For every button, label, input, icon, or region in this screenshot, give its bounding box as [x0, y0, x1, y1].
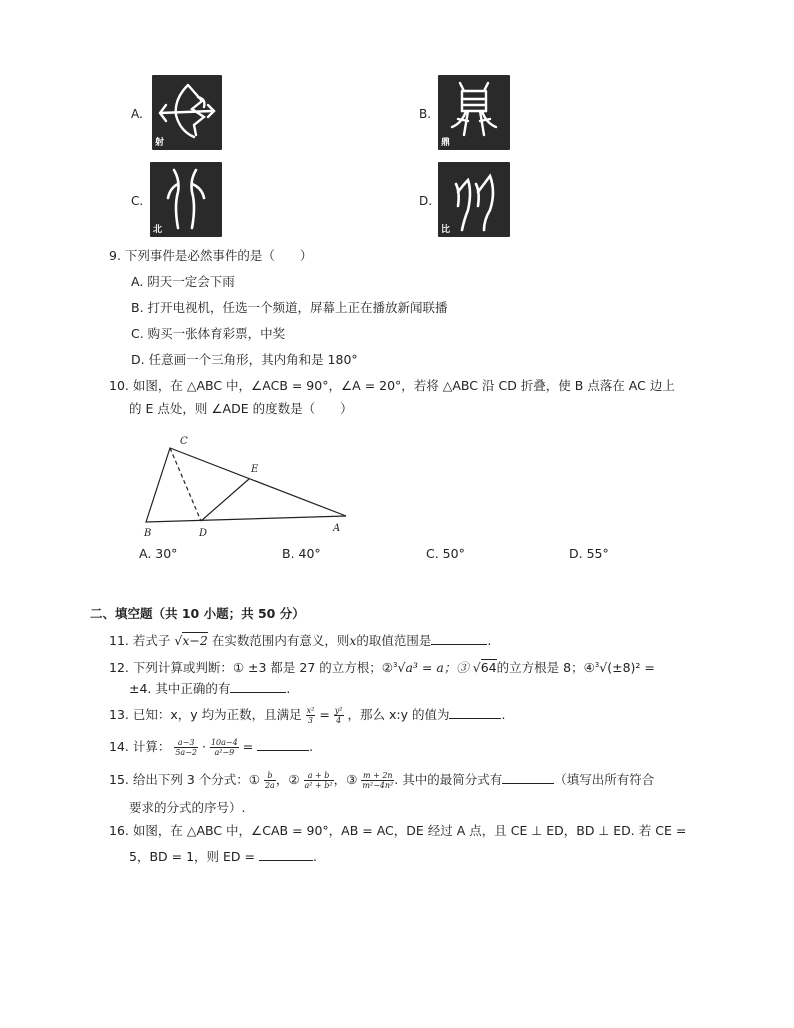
label-b: B [144, 528, 152, 539]
triangle-abc [146, 448, 346, 522]
q9-option-c: C. 购买一张体育彩票，中奖 [131, 326, 286, 341]
q10-option-b: B. 40° [282, 546, 321, 561]
q15-f1-num: b [264, 771, 276, 781]
sqrt-icon: √ [174, 633, 183, 648]
q15-fraction-2 [304, 771, 334, 790]
q13-fraction-2 [334, 706, 344, 725]
q15-sep1: ，② [275, 772, 300, 787]
q15-f2-den: a² + b² [304, 781, 333, 790]
label-c: C [180, 436, 188, 447]
bow-arrow-glyph-icon [152, 75, 222, 150]
q9-stem: 9. 下列事件是必然事件的是（ ） [109, 248, 313, 263]
q10-triangle-figure [130, 430, 360, 540]
q11-post2: 的取值范围是 [356, 633, 432, 648]
glyph-caption-c: 北 [153, 225, 163, 235]
q12-end: . [286, 681, 291, 696]
q12-line2-text: ±4. 其中正确的有 [129, 681, 231, 696]
q13-answer-blank[interactable] [449, 706, 501, 719]
q14-dot: · [201, 739, 206, 754]
q13-f1-den: 3 [307, 716, 314, 725]
q13-equals: = [319, 707, 330, 722]
q13-f1-num: x² [306, 706, 315, 715]
q8-option-b-letter: B. [419, 107, 432, 121]
q13-fraction-1 [306, 706, 316, 725]
q15-answer-blank[interactable] [502, 771, 554, 784]
q12-answer-blank[interactable] [230, 680, 286, 693]
q14-f2-num: 10a−4 [210, 738, 238, 747]
q8-option-a-letter: A. [131, 107, 143, 121]
q14-f1-den: 5a−2 [175, 748, 197, 757]
q16-line2 [129, 848, 317, 865]
q11-answer-blank[interactable] [431, 632, 487, 645]
q13 [109, 706, 505, 725]
q16-line2-text: 5，BD = 1，则 ED = [129, 849, 255, 864]
q9-option-d: D. 任意画一个三角形，其内角和是 180° [131, 352, 358, 367]
q14-equals: = [242, 739, 254, 754]
q10-option-c: C. 50° [426, 546, 465, 561]
q14 [109, 738, 313, 757]
q15-sep2: ，③ [333, 772, 358, 787]
q13-end: . [501, 707, 506, 722]
q13-f2-den: 4 [336, 716, 342, 725]
q12-line1: 12. 下列计算或判断：① ±3 都是 27 的立方根；②$^3$√a³ = a；③ √64的立方根是 8；④$^3$√(±8)² = [109, 660, 655, 676]
q10-option-a: A. 30° [139, 546, 178, 561]
q12-part-e: (±8)² = [607, 660, 655, 676]
q15-f2-num: a + b [304, 771, 334, 781]
q16-answer-blank[interactable] [259, 848, 313, 861]
q11-number: 11. [109, 633, 129, 648]
glyph-caption-a: 射 [155, 138, 165, 148]
q12-part-b: a³ = a；③ [405, 660, 469, 676]
q15-f3-den: m²−4n² [362, 781, 394, 790]
q12-part-c: 64 [480, 660, 497, 676]
sqrt-icon: √ [472, 660, 481, 676]
q15-line1 [109, 771, 654, 790]
q14-f1-num: a−3 [174, 738, 198, 748]
q15-f1-den: 2a [264, 781, 275, 790]
q8-option-d-letter: D. [419, 194, 433, 208]
q11-post: 在实数范围内有意义，则 [211, 633, 350, 648]
label-d: D [199, 528, 208, 539]
label-a: A [333, 523, 341, 534]
q9-option-a: A. 阴天一定会下雨 [131, 274, 235, 289]
q15-fraction-3 [361, 771, 394, 790]
q11 [109, 632, 491, 649]
label-e: E [251, 464, 259, 475]
cube-root-icon: √ [397, 660, 406, 676]
q14-end: . [309, 739, 314, 754]
q15-tail: （填写出所有符合 [554, 772, 655, 787]
q16-end: . [312, 849, 317, 864]
cube-root-icon: √ [599, 660, 608, 676]
q15-fraction-1 [264, 771, 276, 790]
q14-answer-blank[interactable] [257, 738, 309, 751]
glyph-caption-b: 鼎 [441, 138, 451, 148]
q8-option-c-letter: C. [131, 194, 144, 208]
q11-end: . [487, 633, 492, 648]
segment-de [201, 479, 249, 521]
q16-line1: 16. 如图，在 △ABC 中，∠CAB = 90°，AB = AC，DE 经过 A 点，且 CE ⊥ ED，BD ⊥ ED. 若 CE = [109, 823, 687, 838]
q11-var: x [349, 633, 357, 648]
q13-post: ，那么 x:y 的值为 [347, 707, 450, 722]
back-to-back-glyph-icon [150, 162, 222, 237]
q10-line1: 10. 如图，在 △ABC 中，∠ACB = 90°，∠A = 20°，若将 △ABC 沿 CD 折叠，使 B 点落在 AC 边上 [109, 378, 675, 393]
q12-part-d: 的立方根是 8；④ [496, 660, 595, 676]
q14-fraction-2 [210, 738, 239, 757]
q11-pre: 若式子 [132, 633, 171, 648]
q13-pre: 13. 已知：x，y 均为正数，且满足 [109, 707, 302, 722]
q12-line2 [129, 680, 290, 697]
glyph-caption-d: 比 [441, 225, 451, 235]
q14-fraction-1 [174, 738, 198, 757]
q11-radicand: x−2 [182, 633, 208, 648]
q10-option-d: D. 55° [569, 546, 609, 561]
q13-f2-num: y² [334, 706, 343, 715]
q15-pre: 15. 给出下列 3 个分式：① [109, 772, 260, 787]
cauldron-glyph-icon [438, 75, 510, 150]
q12-part-a: 12. 下列计算或判断：① ±3 都是 27 的立方根；② [109, 660, 393, 676]
q14-pre: 14. 计算： [109, 739, 171, 754]
q15-f3-num: m + 2n [362, 771, 393, 780]
side-by-side-glyph-icon [438, 162, 510, 237]
section-2-title: 二、填空题（共 10 小题；共 50 分） [90, 606, 305, 621]
fold-line-cd [170, 448, 201, 521]
q10-line2: 的 E 点处，则 ∠ADE 的度数是（ ） [129, 401, 353, 416]
q9-option-b: B. 打开电视机，任选一个频道，屏幕上正在播放新闻联播 [131, 300, 448, 315]
q14-f2-den: a²−9 [214, 748, 235, 757]
q15-post: . 其中的最简分式有 [394, 772, 503, 787]
q15-line2: 要求的分式的序号）. [129, 800, 246, 815]
